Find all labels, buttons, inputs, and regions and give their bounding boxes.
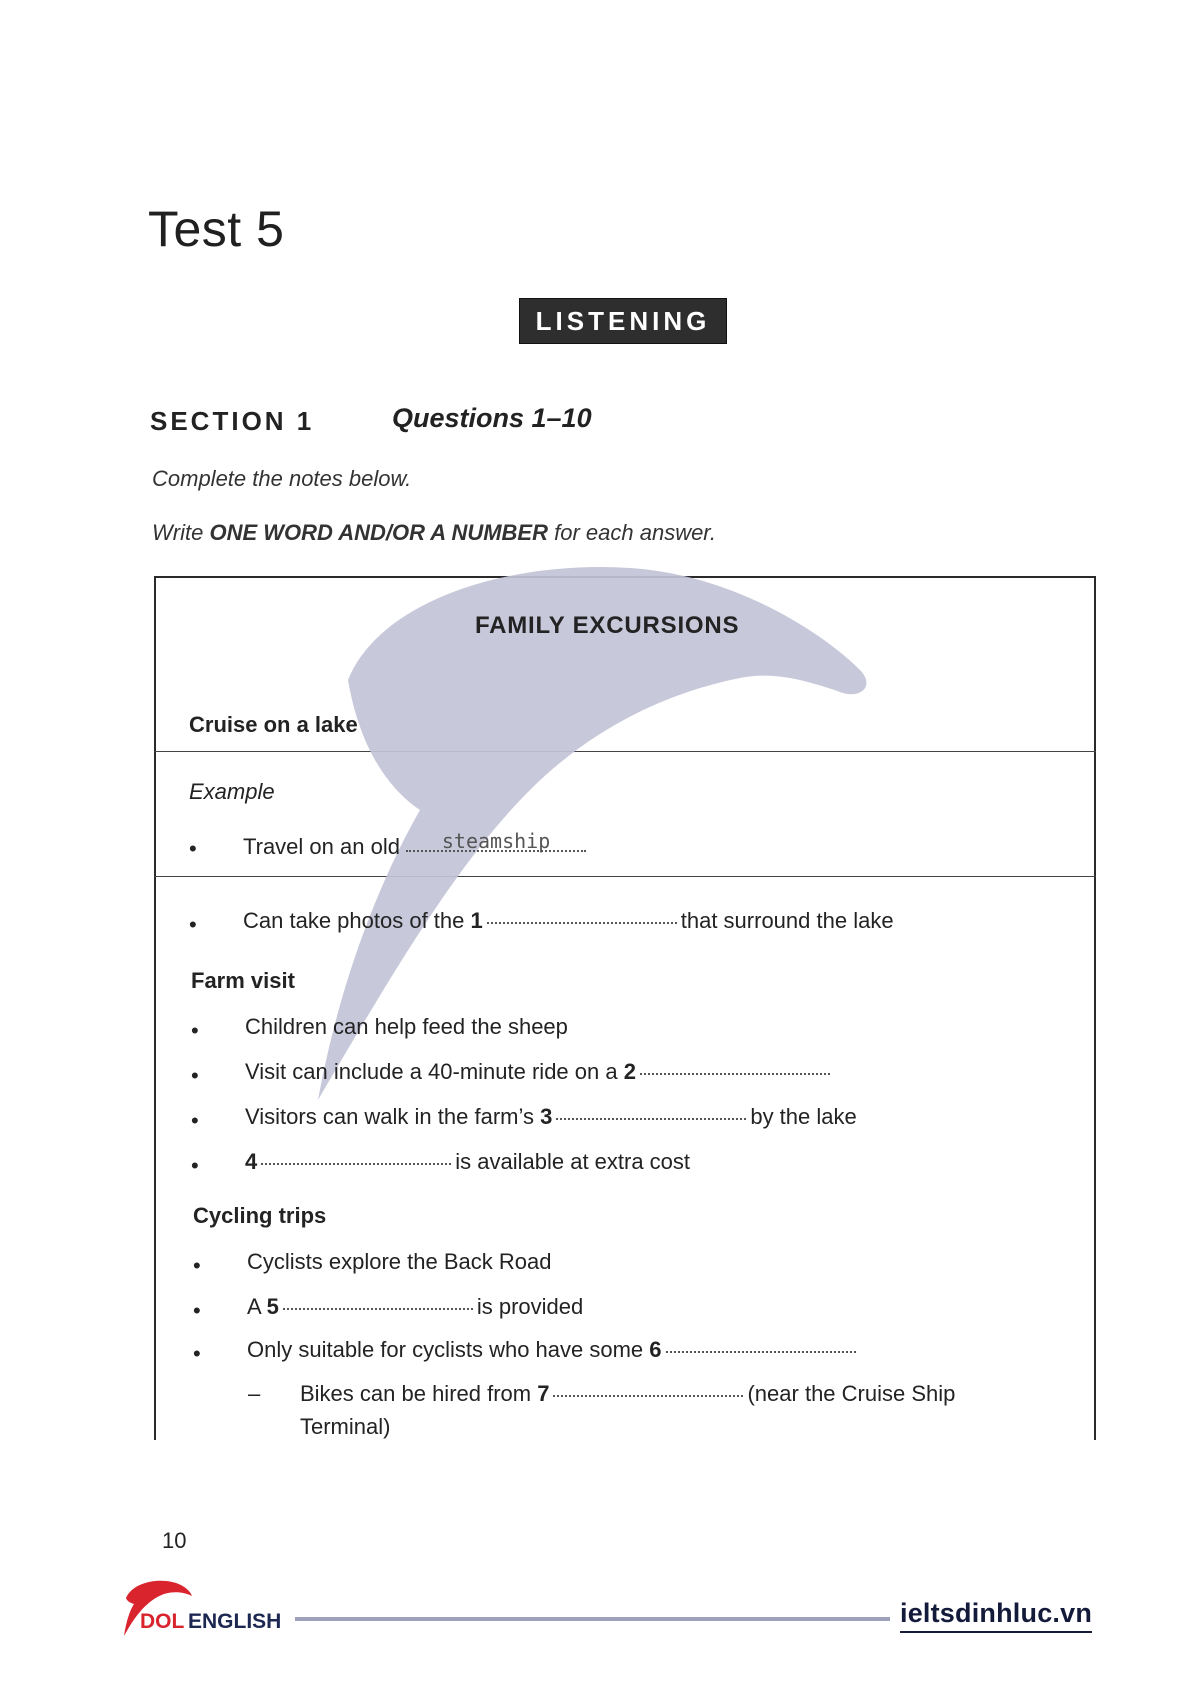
q7-suffix: (near the Cruise Ship [747,1381,956,1406]
logo-english-text: ENGLISH [188,1610,282,1633]
listening-badge: LISTENING [519,298,727,344]
farm-heading: Farm visit [191,968,295,993]
answer-blank-5[interactable] [283,1307,473,1310]
q6-number: 6 [649,1337,662,1362]
example-text: Travel on an old [243,834,400,859]
bullet-icon: • [193,1253,201,1278]
cycling-item-back-road: Cyclists explore the Back Road [247,1249,552,1274]
bullet-icon: • [191,1063,199,1088]
bullet-icon: • [189,912,197,937]
example-item [243,829,586,860]
q1-prefix: Can take photos of the [243,908,471,933]
answer-blank-3[interactable] [556,1117,746,1120]
instruction-word-limit [152,520,716,546]
answer-blank-6[interactable] [666,1350,856,1353]
test-title: Test 5 [148,201,285,257]
instruction-suffix: for each answer. [548,520,716,545]
cycling-heading: Cycling trips [193,1203,327,1228]
q3-prefix: Visitors can walk in the farm’s [245,1104,541,1129]
question-1-item [243,908,894,934]
q1-number: 1 [470,908,483,933]
instruction-prefix: Write [152,520,210,545]
example-answer: steamship [406,832,586,852]
answer-blank-1[interactable] [487,921,677,924]
q4-suffix: is available at extra cost [455,1149,691,1174]
question-2-item [245,1059,834,1085]
q2-number: 2 [623,1059,636,1084]
bullet-icon: • [191,1018,199,1043]
question-4-item [245,1149,690,1175]
question-7-continuation: Terminal) [300,1414,391,1439]
question-7-item [300,1381,955,1407]
q5-suffix: is provided [476,1294,584,1319]
dol-english-logo-icon [118,1578,293,1640]
q3-number: 3 [540,1104,553,1129]
questions-range: Questions 1–10 [392,403,592,433]
question-5-item [247,1294,583,1320]
page-number: 10 [162,1528,187,1553]
question-3-item [245,1104,857,1130]
notes-title: FAMILY EXCURSIONS [475,612,740,639]
answer-blank-4[interactable] [261,1162,451,1165]
bullet-icon: • [189,836,197,861]
q7-number: 7 [537,1381,550,1406]
footer-divider [295,1617,890,1621]
cruise-heading: Cruise on a lake [189,712,358,737]
q1-suffix: that surround the lake [680,908,894,933]
q7-prefix: Bikes can be hired from [300,1381,538,1406]
question-6-item [247,1337,860,1363]
q2-prefix: Visit can include a 40-minute ride on a [245,1059,624,1084]
bullet-icon: • [191,1108,199,1133]
q4-number: 4 [245,1149,258,1174]
q3-suffix: by the lake [750,1104,857,1129]
dash-icon: – [248,1381,261,1406]
answer-blank-7[interactable] [553,1394,743,1397]
answer-blank-2[interactable] [640,1072,830,1075]
site-url-link[interactable]: ieltsdinhluc.vn [900,1598,1092,1633]
example-label: Example [189,779,275,804]
instruction-word-limit-bold: ONE WORD AND/OR A NUMBER [209,520,548,545]
q6-prefix: Only suitable for cyclists who have some [247,1337,650,1362]
section-label: SECTION 1 [150,406,315,436]
instruction-complete-notes: Complete the notes below. [152,466,412,491]
bullet-icon: • [193,1341,201,1366]
bullet-icon: • [191,1153,199,1178]
q5-prefix: A [247,1294,267,1319]
q5-number: 5 [266,1294,279,1319]
bullet-icon: • [193,1298,201,1323]
farm-item-feed-sheep: Children can help feed the sheep [245,1014,568,1039]
logo-dol-text: DOL [140,1610,185,1633]
